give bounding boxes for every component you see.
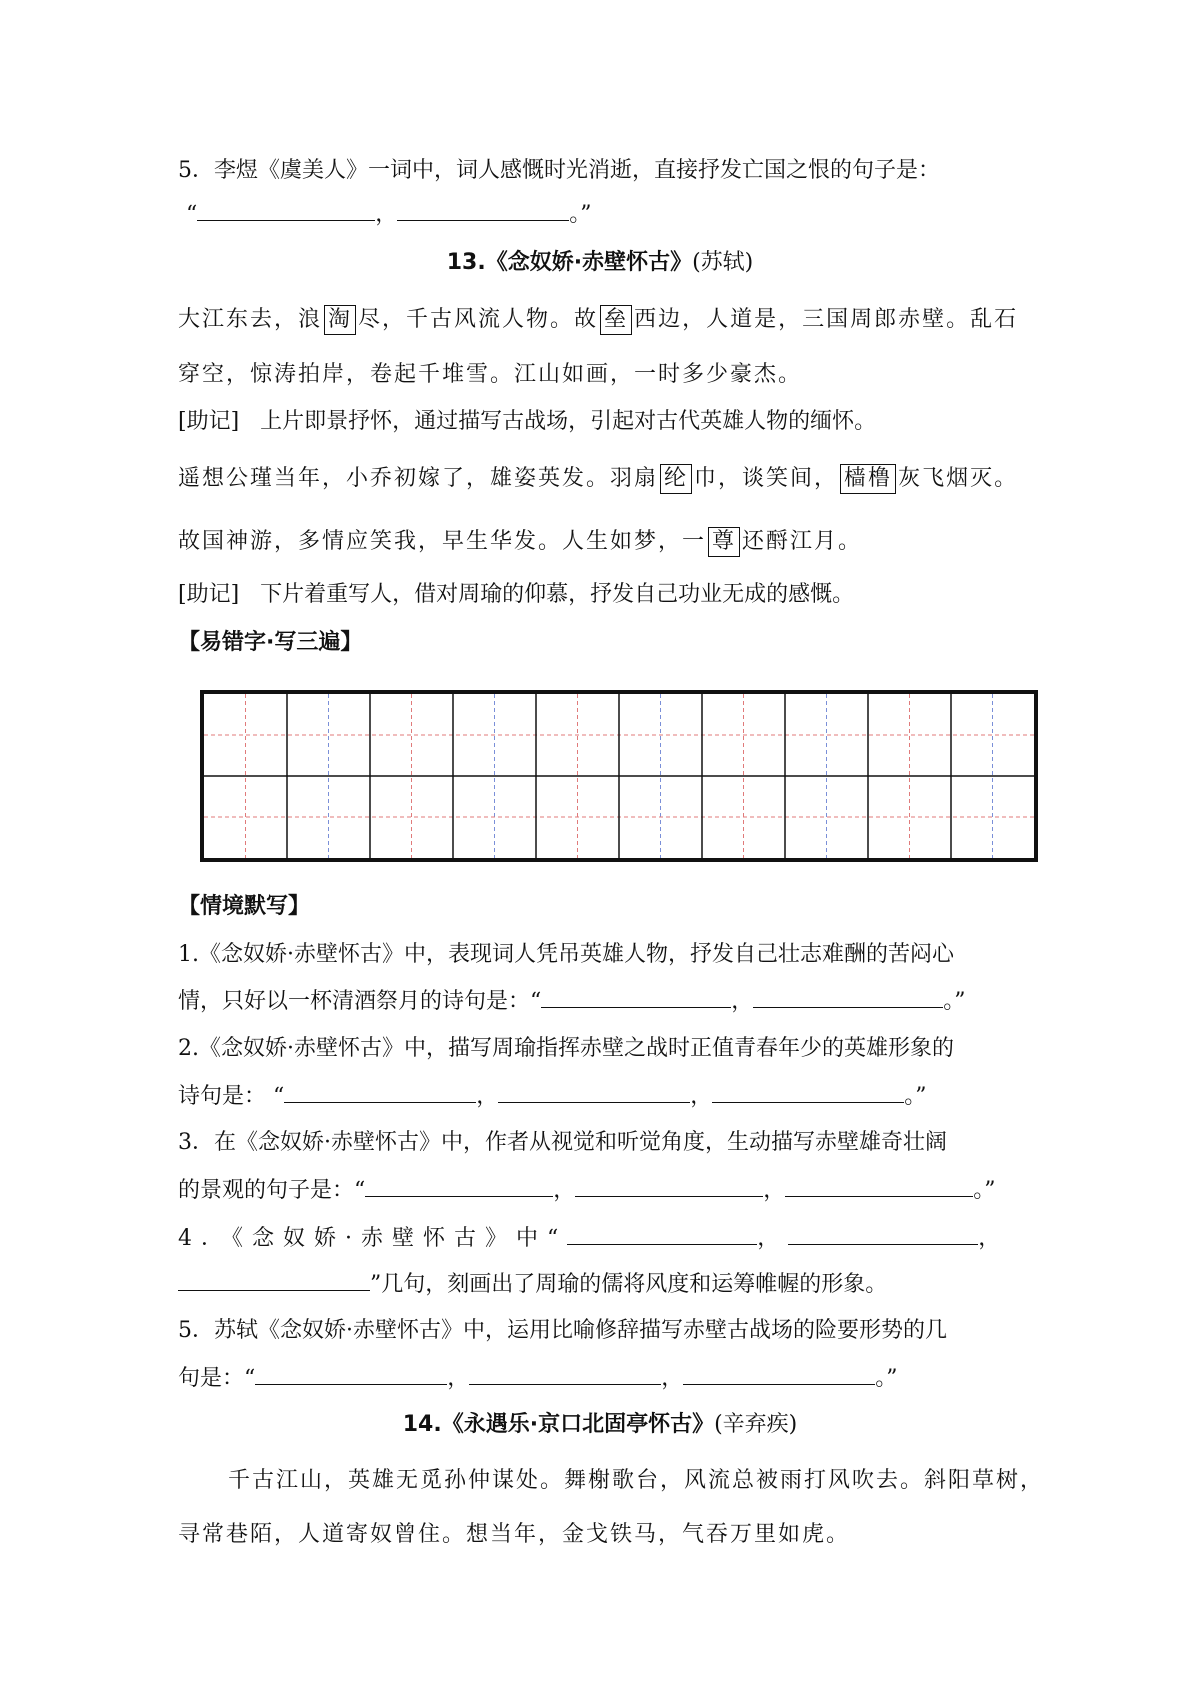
answer-blank[interactable] [498,1080,690,1103]
prev-question-line2: “ ， 。” [186,198,592,230]
question-5-line1: 5．苏轼《念奴娇·赤壁怀古》中，运用比喻修辞描写赤壁古战场的险要形势的几 [178,1318,947,1343]
answer-blank[interactable] [788,1222,978,1245]
answer-blank[interactable] [785,1174,973,1197]
memo-note: [助记] 下片着重写人，借对周瑜的仰慕，抒发自己功业无成的感慨。 [178,582,855,607]
question-4-line2: ”几句，刻画出了周瑜的儒将风度和运筹帷幄的形象。 [178,1268,887,1300]
boxed-char: 樯橹 [840,464,896,494]
section-13-title: 13.《念奴娇·赤壁怀古》(苏轼) [446,250,754,275]
question-2-line1: 2.《念奴娇·赤壁怀古》中，描写周瑜指挥赤壁之战时正值青春年少的英雄形象的 [178,1036,954,1061]
grid-canvas [204,694,1034,858]
answer-blank[interactable] [683,1362,875,1385]
question-3-line1: 3．在《念奴娇·赤壁怀古》中，作者从视觉和听觉角度，生动描写赤壁雄奇壮阔 [178,1130,947,1155]
boxed-char: 垒 [600,305,632,335]
answer-blank[interactable] [541,985,731,1008]
context-dictation-heading: 【情境默写】 [178,894,311,919]
prev-question-line1 [178,156,940,186]
question-4-line1: 4．《念奴娇·赤壁怀古》中“ ， ， [178,1222,1009,1254]
memo-tag: [助记] [178,582,240,607]
typo-practice-heading: 【易错字·写三遍】 [178,630,363,655]
boxed-char: 纶 [660,464,692,494]
answer-blank[interactable] [178,1268,370,1291]
poem-line: 千古江山，英雄无觅孙仲谋处。舞榭歌台，风流总被雨打风吹去。斜阳草树， [228,1468,1045,1493]
boxed-char: 尊 [708,527,740,557]
poem-line: 寻常巷陌，人道寄奴曾住。想当年，金戈铁马，气吞万里如虎。 [178,1522,851,1547]
poem-line: 大江东去，浪 淘 尽，千古风流人物。故 垒 西边，人道是，三国周郎赤壁。乱石 [178,305,1018,335]
answer-blank[interactable] [197,198,375,221]
answer-blank[interactable] [753,985,943,1008]
answer-blank[interactable] [284,1080,476,1103]
answer-blank[interactable] [712,1080,904,1103]
poem-line: 故国神游，多情应笑我，早生华发。人生如梦，一 尊 还酹江月。 [178,527,862,557]
poem-line: 遥想公瑾当年，小乔初嫁了，雄姿英发。羽扇 纶 巾，谈笑间， 樯橹 灰飞烟灭。 [178,464,1018,494]
prev-question-text: 5．李煜《虞美人》一词中，词人感慨时光消逝，直接抒发亡国之恨的句子是： [178,158,940,183]
memo-note: [助记] 上片即景抒怀，通过描写古战场，引起对古代英雄人物的缅怀。 [178,409,877,434]
answer-blank[interactable] [469,1362,661,1385]
writing-practice-grid[interactable] [200,690,1038,862]
answer-blank[interactable] [567,1222,757,1245]
question-1-line2: 情，只好以一杯清酒祭月的诗句是：“ ， 。” [178,985,966,1017]
question-2-line2: 诗句是： “ ， ， 。” [178,1080,927,1112]
question-1-line1: 1.《念奴娇·赤壁怀古》中，表现词人凭吊英雄人物，抒发自己壮志难酬的苦闷心 [178,942,954,967]
section-14-title: 14.《永遇乐·京口北固亭怀古》(辛弃疾) [402,1412,798,1437]
boxed-char: 淘 [324,305,356,335]
memo-tag: [助记] [178,409,240,434]
question-5-line2: 句是：“ ， ， 。” [178,1362,898,1394]
answer-blank[interactable] [575,1174,763,1197]
answer-blank[interactable] [365,1174,553,1197]
poem-line: 穿空，惊涛拍岸，卷起千堆雪。江山如画，一时多少豪杰。 [178,362,803,387]
question-3-line2: 的景观的句子是：“ ， ， 。” [178,1174,996,1206]
answer-blank[interactable] [397,198,569,221]
answer-blank[interactable] [255,1362,447,1385]
